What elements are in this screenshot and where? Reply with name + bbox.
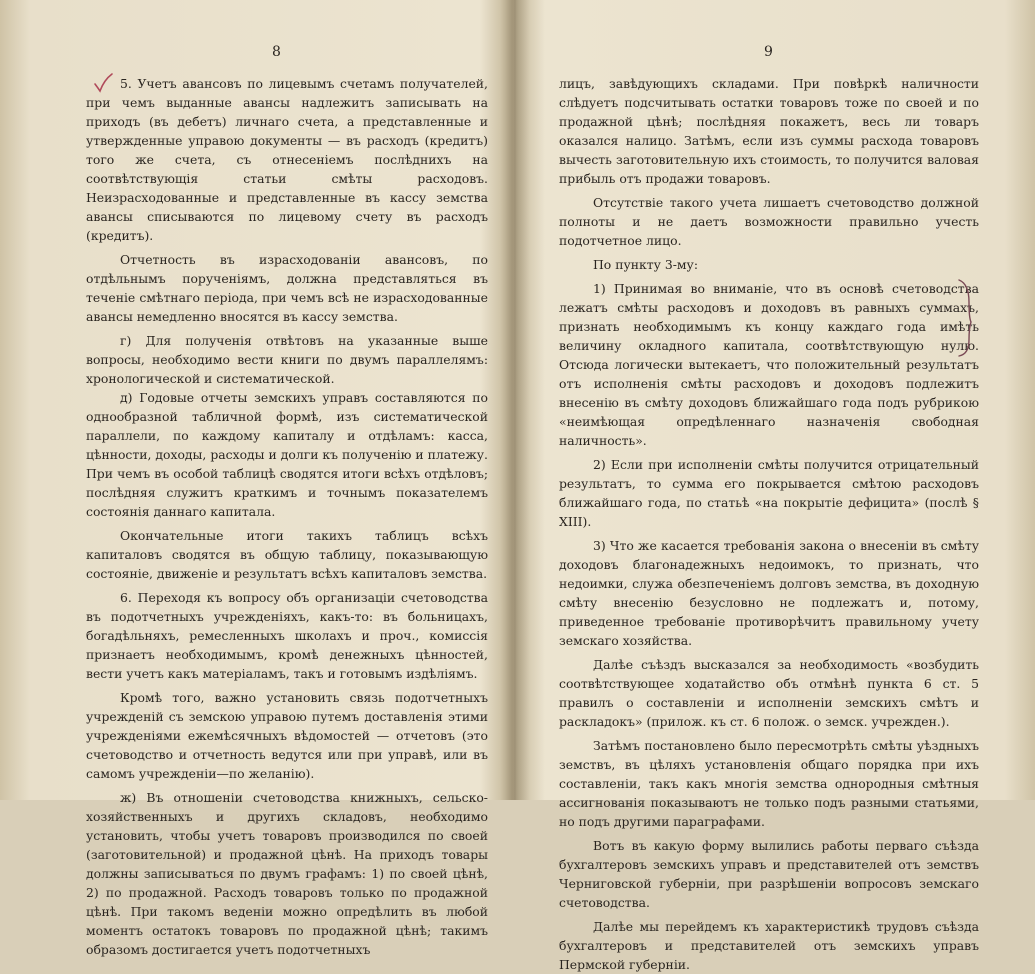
paragraph-item-zh: ж) Въ отношеніи счетоводства книжныхъ, сельско-хозяйственныхъ и другихъ складовъ, необходимо установить, чтобы учетъ товаровъ производился по своей (заготовительной) и продажной цѣнѣ. На приходъ товары должны записываться по двумъ графамъ: 1) по своей цѣнѣ, 2) по продажной. Расходъ товаровъ только по продажной цѣнѣ. При такомъ веденіи можно опредѣлить въ любой моментъ остатокъ товаровъ по продажной цѣнѣ; такимъ образомъ достигается учетъ подотчетныхъ [86, 790, 488, 957]
page-number-left: 8 [272, 44, 282, 60]
paragraph-estimates-review: Затѣмъ постановлено было пересмотрѣть смѣты уѣздныхъ земствъ, въ цѣляхъ установленія общаго порядка при ихъ составленіи, такъ какъ многія земства однородныя смѣтныя ассигнованія показываютъ не только подъ разными статьями, но подъ другими параграфами. [559, 738, 979, 829]
handwritten-bracket-icon [957, 278, 975, 358]
left-page [0, 0, 512, 957]
paragraph-absence-of-accounting: Отсутствіе такого учета лишаетъ счетоводство должной полноты и не даетъ возможности правильно учесть подотчетное лицо. [559, 195, 979, 248]
paragraph-item-g: г) Для полученія отвѣтовъ на указанные выше вопросы, необходимо вести книги по двумъ параллелямъ: хронологической и систематической. [86, 333, 488, 386]
paragraph-item-6: 6. Переходя къ вопросу объ организаціи счетоводства въ подотчетныхъ учрежденіяхъ, какъ-то: въ больницахъ, богадѣльняхъ, ремесленныхъ школахъ и проч., комиссія признаетъ необходимымъ, кромѣ денежныхъ цѣнностей, вести учетъ какъ матеріаламъ, такъ и готовымъ издѣліямъ. [86, 590, 488, 681]
paragraph-point-3: 3) Что же касается требованія закона о внесеніи въ смѣту доходовъ благонадежныхъ недоимокъ, то признать, что недоимки, служа обезпеченіемъ долговъ земства, въ доходную смѣту внесенію безусловно не подлежатъ и, потому, приведенное требованіе противорѣчитъ правильному учету земскаго хозяйства. [559, 538, 979, 648]
paragraph-congress-petition: Далѣе съѣздъ высказался за необходимость «возбудить соотвѣтствующее ходатайство объ отмѣнѣ пункта 6 ст. 5 правилъ о составленіи и исполненіи земскихъ смѣтъ и раскладокъ» (прилож. къ ст. 6 полож. о земск. учрежден.). [559, 657, 979, 729]
paragraph-chernigov-summary: Вотъ въ какую форму вылились работы перваго съѣзда бухгалтеровъ земскихъ управъ и представителей отъ земствъ Черниговской губерніи, при разрѣшеніи вопросовъ земскаго счетоводства. [559, 838, 979, 910]
paragraph-perm-transition: Далѣе мы перейдемъ къ характеристикѣ трудовъ съѣзда бухгалтеровъ и представителей отъ земскихъ управъ Пермской губерніи. [559, 919, 979, 972]
paragraph-point-1: 1) Принимая во вниманіе, что въ основѣ счетоводства лежатъ смѣты расходовъ и доходовъ въ равныхъ суммахъ, признать необходимымъ къ концу каждаго года имѣть величину окладного капитала, соотвѣтствующую нулю. Отсюда логически вытекаетъ, что положительный результатъ отъ исполненія смѣты расходовъ и доходовъ подлежитъ внесенію въ смѣту доходовъ ближайшаго года подъ рубрикою «неимѣющая опредѣленнаго назначенія свободная наличность». [559, 281, 979, 448]
paragraph-warehouses-continued: лицъ, завѣдующихъ складами. При повѣркѣ наличности слѣдуетъ подсчитывать остатки товаровъ тоже по своей и по продажной цѣнѣ; послѣдняя покажетъ, весь ли товаръ оказался налицо. Затѣмъ, если изъ суммы расхода товаровъ вычесть заготовительную ихъ стоимость, то получится валовая прибыль отъ продажи товаровъ. [559, 76, 979, 186]
handwritten-check-icon [92, 72, 114, 94]
paragraph-point-3-heading: По пункту 3-му: [593, 257, 699, 272]
paragraph-item-d: д) Годовые отчеты земскихъ управъ составляются по однообразной табличной формѣ, изъ систематической параллели, по каждому капиталу и отдѣламъ: касса, цѣнности, доходы, расходы и долги къ полученію и платежу. При чемъ въ особой таблицѣ сводятся итоги всѣхъ отдѣловъ; послѣдняя служитъ краткимъ и точнымъ показателемъ состоянія даннаго капитала. [86, 390, 488, 519]
paragraph-reporting-link: Кромѣ того, важно установить связь подотчетныхъ учрежденій съ земскою управою путемъ доставленія этими учрежденіями ежемѣсячныхъ вѣдомостей — отчетовъ (это счетоводство и отчетность ведутся или при управѣ, или въ самомъ учрежденіи—по желанію). [86, 690, 488, 781]
paragraph-final-totals: Окончательные итоги такихъ таблицъ всѣхъ капиталовъ сводятся въ общую таблицу, показывающую состояніе, движеніе и результатъ всѣхъ капиталовъ земства. [86, 528, 488, 581]
paragraph-item-5: 5. Учетъ авансовъ по лицевымъ счетамъ получателей, при чемъ выданные авансы надлежитъ записывать на приходъ (въ дебетъ) личнаго счета, а представленные и утвержденные управою документы — въ расходъ (кредитъ) того же счета, съ отнесеніемъ послѣднихъ на соотвѣтствующія статьи смѣты расходовъ. Неизрасходованные и представленные въ кассу земства авансы списываются по лицевому счету въ расходъ (кредитъ). [86, 76, 488, 243]
right-page [519, 0, 1035, 972]
paragraph-advances-reporting: Отчетность въ израсходованіи авансовъ, по отдѣльнымъ порученіямъ, должна представляться въ теченіе смѣтнаго періода, при чемъ всѣ не израсходованные авансы немедленно вносятся въ кассу земства. [86, 252, 488, 324]
paragraph-point-2: 2) Если при исполненіи смѣты получится отрицательный результатъ, то сумма его покрывается смѣтою расходовъ ближайшаго года, по статьѣ «на покрытіе дефицита» (послѣ § XIII). [559, 457, 979, 529]
page-number-right: 9 [764, 44, 774, 60]
